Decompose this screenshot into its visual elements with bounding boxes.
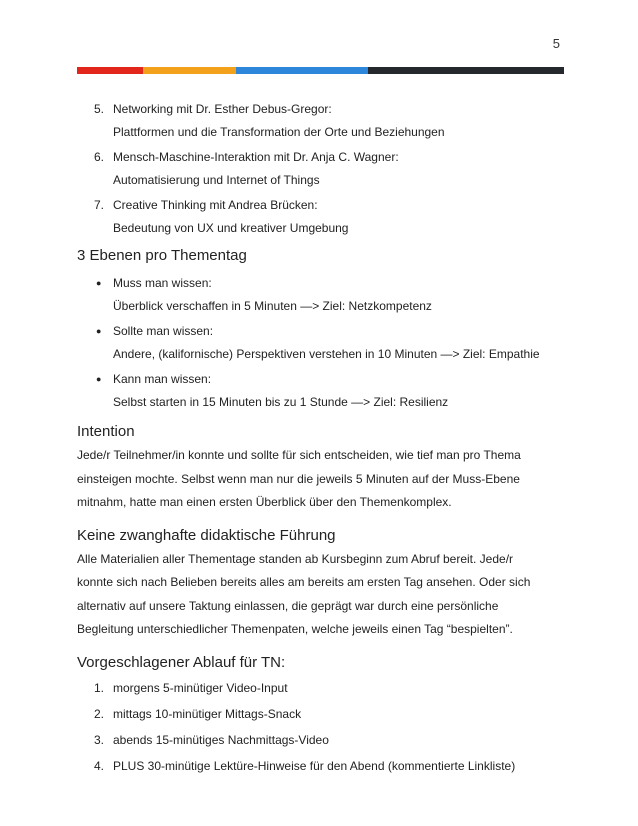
bullet-title: Kann man wissen: (113, 372, 212, 386)
bullet-detail: Andere, (kalifornische) Perspektiven verstehen in 10 Minuten —> Ziel: Empathie (113, 347, 540, 361)
paragraph-line: alternativ auf unsere Taktung einlassen, die geprägt war durch eine persönliche (77, 598, 499, 613)
page-number: 5 (552, 36, 560, 51)
list-item-title: Mensch-Maschine-Interaktion mit Dr. Anja C. Wagner: (113, 150, 399, 164)
list-number: 7. (94, 198, 105, 212)
bullet-item (77, 320, 567, 366)
paragraph-line: Jede/r Teilnehmer/in konnte und sollte für sich entscheiden, wie tief man pro Thema (77, 448, 521, 462)
bullet-icon: ● (96, 278, 102, 288)
paragraph-line: einsteigen mochte. Selbst wenn man nur die jeweils 5 Minuten auf der Muss-Ebene (77, 471, 520, 486)
color-bar-red (77, 67, 143, 74)
list-number: 1. (94, 680, 105, 695)
list-item-text: PLUS 30-minütige Lektüre-Hinweise für den Abend (kommentierte Linkliste) (113, 758, 516, 773)
list-item-subtitle: Bedeutung von UX und kreativer Umgebung (113, 221, 349, 235)
bullet-item (77, 368, 567, 414)
bullet-icon: ● (96, 326, 102, 336)
list-number: 5. (94, 102, 105, 116)
bullet-title: Sollte man wissen: (113, 324, 214, 338)
bullet-item (77, 272, 567, 318)
color-bar-dark (368, 67, 564, 74)
list-item (77, 729, 567, 752)
list-number: 2. (94, 706, 105, 721)
intention-paragraph (77, 444, 567, 515)
list-item-text: abends 15-minütiges Nachmittags-Video (113, 732, 329, 747)
list-item-subtitle: Plattformen und die Transformation der Orte und Beziehungen (113, 125, 445, 139)
list-item (77, 755, 567, 778)
bullet-detail: Überblick verschaffen in 5 Minuten —> Ziel: Netzkompetenz (113, 299, 432, 313)
list-item-subtitle: Automatisierung und Internet of Things (113, 173, 320, 187)
bullet-title: Muss man wissen: (113, 276, 212, 290)
list-item-title: Networking mit Dr. Esther Debus-Gregor: (113, 102, 332, 116)
paragraph-line: mitnahm, hatte man einen ersten Überblick über den Themenkomplex. (77, 495, 452, 509)
list-item-text: mittags 10-minütiger Mittags-Snack (113, 706, 302, 721)
document-body (77, 98, 567, 781)
paragraph-line: Begleitung unterschiedlicher Themenpaten, welche jeweils einen Tag “bespielten”. (77, 622, 513, 636)
list-item (77, 194, 567, 240)
section-heading-ablauf: Vorgeschlagener Ablauf für TN: (77, 653, 286, 671)
fuehrung-paragraph (77, 548, 567, 642)
section-heading-intention: Intention (77, 423, 135, 440)
list-item-text: morgens 5-minütiger Video-Input (113, 680, 288, 695)
bullet-icon: ● (96, 374, 102, 384)
top-numbered-list (77, 98, 567, 240)
color-bar (77, 67, 564, 74)
list-item (77, 703, 567, 726)
paragraph-line: konnte sich nach Belieben bereits alles am bereits am ersten Tag ansehen. Oder sich (77, 575, 531, 589)
list-item (77, 98, 567, 144)
ablauf-numbered-list (77, 677, 567, 778)
ebenen-bullet-list (77, 272, 567, 414)
color-bar-orange (143, 67, 236, 74)
list-number: 4. (94, 758, 105, 773)
list-item-title: Creative Thinking mit Andrea Brücken: (113, 198, 318, 212)
list-item (77, 146, 567, 192)
section-heading-ebenen: 3 Ebenen pro Thementag (77, 247, 247, 264)
list-number: 3. (94, 732, 105, 747)
list-number: 6. (94, 150, 105, 164)
section-heading-fuehrung: Keine zwanghafte didaktische Führung (77, 526, 336, 544)
color-bar-blue (236, 67, 368, 74)
paragraph-line: Alle Materialien aller Thementage standen ab Kursbeginn zum Abruf bereit. Jede/r (77, 551, 514, 566)
bullet-detail: Selbst starten in 15 Minuten bis zu 1 Stunde —> Ziel: Resilienz (113, 395, 449, 409)
list-item (77, 677, 567, 700)
